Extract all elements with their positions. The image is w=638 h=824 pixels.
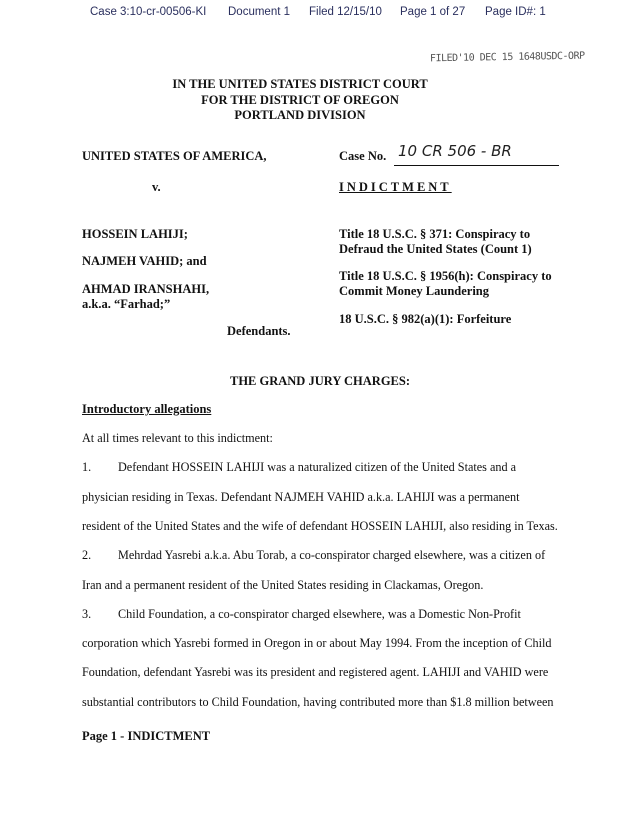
paragraph-3-line-1: Child Foundation, a co-conspirator charged elsewhere, was a Domestic Non-Profit — [118, 607, 521, 621]
paragraph-3-line-3: Foundation, defendant Yasrebi was its president and registered agent. LAHIJI and VAHID were — [82, 665, 549, 679]
intro-line: At all times relevant to this indictment: — [82, 431, 273, 445]
document-type: INDICTMENT — [339, 180, 452, 194]
versus: v. — [152, 180, 161, 194]
plaintiff-name: UNITED STATES OF AMERICA, — [82, 149, 267, 163]
header-document: Document 1 — [228, 6, 291, 18]
header-filed: Filed 12/15/10 — [309, 6, 382, 18]
charge-forfeiture: 18 U.S.C. § 982(a)(1): Forfeiture — [339, 312, 512, 326]
court-line-3: PORTLAND DIVISION — [234, 108, 366, 122]
paragraph-3-line-4: substantial contributors to Child Foundation, having contributed more than $1.8 million between — [82, 695, 554, 709]
page-footer: Page 1 - INDICTMENT — [82, 729, 211, 743]
court-line-1: IN THE UNITED STATES DISTRICT COURT — [172, 77, 428, 91]
case-number-handwritten: 10 CR 506 - BR — [398, 142, 512, 160]
filing-stamp: FILED'10 DEC 15 1648USDC-ORP — [429, 50, 585, 65]
header-page: Page 1 of 27 — [400, 6, 466, 18]
defendant-1: HOSSEIN LAHIJI; — [82, 227, 188, 241]
defendant-3: AHMAD IRANSHAHI, — [82, 282, 210, 296]
paragraph-1-line-3: resident of the United States and the wife of defendant HOSSEIN LAHIJI, also residing in Texas. — [82, 519, 558, 533]
grand-jury-heading: THE GRAND JURY CHARGES: — [229, 374, 410, 388]
header-page-id: Page ID#: 1 — [485, 6, 546, 18]
defendants-label: Defendants. — [227, 324, 291, 338]
paragraph-2-line-1: Mehrdad Yasrebi a.k.a. Abu Torab, a co-conspirator charged elsewhere, was a citizen of — [118, 548, 546, 562]
paragraph-1-line-1: Defendant HOSSEIN LAHIJI was a naturalized citizen of the United States and a — [118, 460, 516, 474]
paragraph-3-number: 3. — [82, 607, 92, 621]
paragraph-2-line-2: Iran and a permanent resident of the United States residing in Clackamas, Oregon. — [82, 578, 484, 592]
paragraph-1-line-2: physician residing in Texas. Defendant NAJMEH VAHID a.k.a. LAHIJI was a permanent — [82, 490, 520, 504]
charge-2-line-1: Title 18 U.S.C. § 1956(h): Conspiracy to — [339, 269, 552, 283]
defendant-2: NAJMEH VAHID; and — [82, 254, 207, 268]
charge-1-line-1: Title 18 U.S.C. § 371: Conspiracy to — [339, 227, 531, 241]
case-number-label: Case No. — [339, 149, 387, 163]
paragraph-3-line-2: corporation which Yasrebi formed in Oregon in or about May 1994. From the inception of Child — [82, 636, 552, 650]
paragraph-1-number: 1. — [82, 460, 92, 474]
section-heading: Introductory allegations — [82, 402, 212, 416]
court-line-2: FOR THE DISTRICT OF OREGON — [201, 93, 399, 107]
paragraph-2-number: 2. — [82, 548, 92, 562]
header-case: Case 3:10-cr-00506-KI — [90, 6, 207, 18]
defendant-3-aka: a.k.a. “Farhad;” — [82, 297, 171, 311]
charge-2-line-2: Commit Money Laundering — [339, 284, 489, 298]
case-number-underline — [394, 165, 559, 166]
charge-1-line-2: Defraud the United States (Count 1) — [339, 242, 532, 256]
